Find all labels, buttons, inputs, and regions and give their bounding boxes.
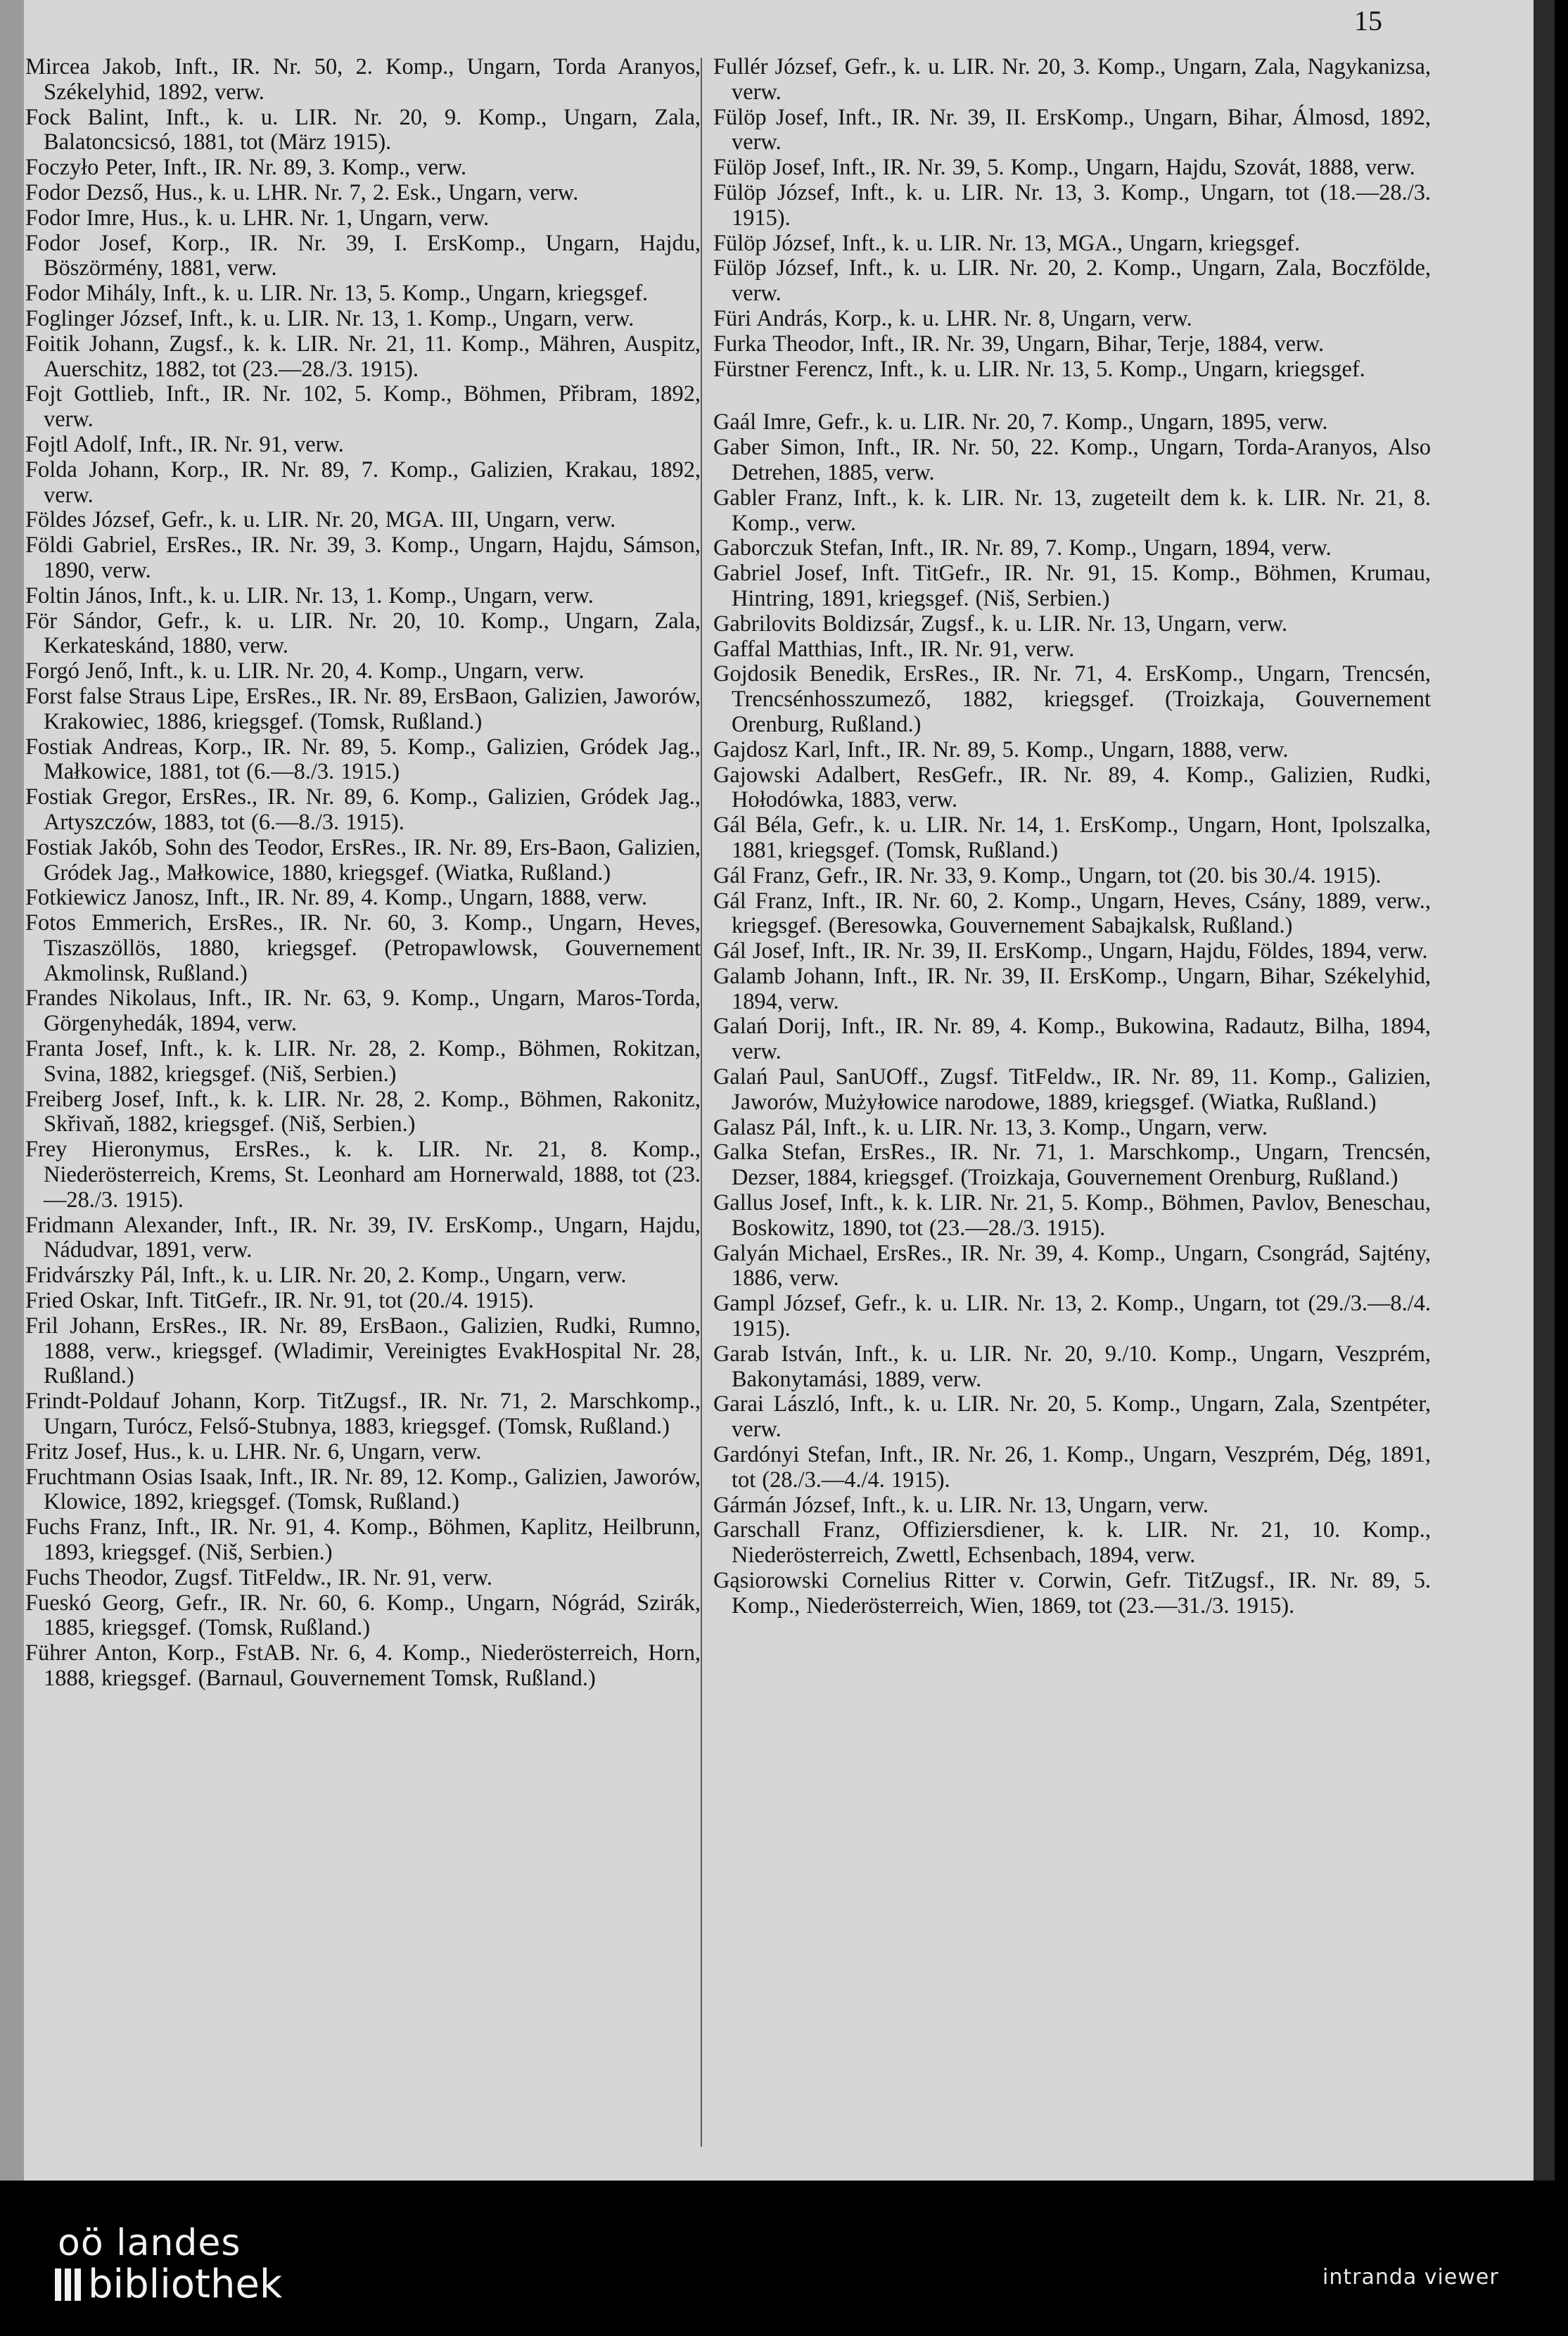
section-gap (713, 382, 1431, 410)
casualty-entry: Fülöp Josef, Inft., IR. Nr. 39, 5. Komp., Ungarn, Hajdu, Szovát, 1888, verw. (713, 155, 1415, 181)
casualty-entry: Folda Johann, Korp., IR. Nr. 89, 7. Komp., Galizien, Krakau, 1892, verw. (25, 457, 701, 508)
casualty-entry: Fodor Imre, Hus., k. u. LHR. Nr. 1, Ungarn, verw. (25, 205, 490, 231)
casualty-entry: Frey Hieronymus, ErsRes., k. k. LIR. Nr. 21, 8. Komp., Niederösterreich, Krems, St. Leonhard am Hornerwald, 1888, tot (23.—28./3. 1915). (25, 1137, 701, 1213)
casualty-entry: Galań Dorij, Inft., IR. Nr. 89, 4. Komp., Bukowina, Radautz, Bilha, 1894, verw. (713, 1014, 1431, 1065)
casualty-entry: Foltin János, Inft., k. u. LIR. Nr. 13, 1. Komp., Ungarn, verw. (25, 582, 594, 608)
casualty-entry: Garschall Franz, Offiziersdiener, k. k. LIR. Nr. 21, 10. Komp., Niederösterreich, Zwettl, Echsenbach, 1894, verw. (713, 1517, 1431, 1569)
casualty-entry: Fuchs Theodor, Zugsf. TitFeldw., IR. Nr. 91, verw. (25, 1564, 493, 1590)
casualty-entry: Fülöp József, Inft., k. u. LIR. Nr. 13, MGA., Ungarn, kriegsgef. (713, 230, 1301, 256)
logo-bars-icon (55, 2268, 81, 2301)
logo-wordmark: bibliothek (88, 2261, 283, 2307)
casualty-entry: Gabrilovits Boldizsár, Zugsf., k. u. LIR. Nr. 13, Ungarn, verw. (713, 611, 1288, 637)
casualty-entry: Fueskó Georg, Gefr., IR. Nr. 60, 6. Komp., Ungarn, Nógrád, Szirák, 1885, kriegsgef. (Tomsk, Rußland.) (25, 1590, 701, 1641)
right-column (713, 55, 1431, 1619)
casualty-entry: Földes József, Gefr., k. u. LIR. Nr. 20, MGA. III, Ungarn, verw. (25, 507, 616, 533)
casualty-entry: Fülöp Josef, Inft., IR. Nr. 39, II. ErsKomp., Ungarn, Bihar, Álmosd, 1892, verw. (713, 104, 1431, 155)
casualty-entry: Fullér József, Gefr., k. u. LIR. Nr. 20, 3. Komp., Ungarn, Zala, Nagykanizsa, verw. (713, 54, 1431, 105)
casualty-entry: Gabriel Josef, Inft. TitGefr., IR. Nr. 91, 15. Komp., Böhmen, Krumau, Hintring, 1891, kriegsgef. (Niš, Serbien.) (713, 561, 1431, 611)
casualty-entry: Gabler Franz, Inft., k. k. LIR. Nr. 13, zugeteilt dem k. k. LIR. Nr. 21, 8. Komp., verw. (713, 485, 1431, 536)
casualty-entry: Franta Josef, Inft., k. k. LIR. Nr. 28, 2. Komp., Böhmen, Rokitzan, Svina, 1882, kriegsgef. (Niš, Serbien.) (25, 1036, 701, 1087)
casualty-entry: Gál Josef, Inft., IR. Nr. 39, II. ErsKomp., Ungarn, Hajdu, Földes, 1894, verw. (713, 938, 1428, 964)
casualty-entry: Frandes Nikolaus, Inft., IR. Nr. 63, 9. Komp., Ungarn, Maros-Torda, Görgenyhedák, 1894, verw. (25, 985, 701, 1037)
casualty-entry: Gampl József, Gefr., k. u. LIR. Nr. 13, 2. Komp., Ungarn, tot (29./3.—8./4. 1915). (713, 1291, 1431, 1342)
casualty-entry: Gál Franz, Inft., IR. Nr. 60, 2. Komp., Ungarn, Heves, Csány, 1889, verw., kriegsgef. (Beresowka, Gouvernement Sabajkalsk, Rußland.) (713, 888, 1431, 939)
casualty-entry: Gaber Simon, Inft., IR. Nr. 50, 22. Komp., Ungarn, Torda-Aranyos, Also Detrehen, 1885, verw. (713, 435, 1431, 485)
casualty-entry: Fojtl Adolf, Inft., IR. Nr. 91, verw. (25, 431, 344, 457)
casualty-entry: Fostiak Gregor, ErsRes., IR. Nr. 89, 6. Komp., Galizien, Gródek Jag., Artyszczów, 1883, tot (6.—8./3. 1915). (25, 784, 701, 835)
casualty-entry: Gojdosik Benedik, ErsRes., IR. Nr. 71, 4. ErsKomp., Ungarn, Trencsén, Trencsénhosszumező, 1882, kriegsgef. (Troizkaja, Gouvernement Orenburg, Rußland.) (713, 661, 1431, 737)
casualty-entry: Fotos Emmerich, ErsRes., IR. Nr. 60, 3. Komp., Ungarn, Heves, Tiszaszöllös, 1880, kriegsgef. (Petropawlowsk, Gouvernement Akmolinsk, Rußland.) (25, 910, 701, 986)
casualty-entry: Gaffal Matthias, Inft., IR. Nr. 91, verw. (713, 636, 1075, 662)
casualty-entry: Galań Paul, SanUOff., Zugsf. TitFeldw., IR. Nr. 89, 11. Komp., Galizien, Jaworów, Mużyłowice narodowe, 1889, kriegsgef. (Wiatka, Rußland.) (713, 1064, 1431, 1115)
casualty-entry: Foitik Johann, Zugsf., k. k. LIR. Nr. 21, 11. Komp., Mähren, Auspitz, Auerschitz, 1882, tot (23.—28./3. 1915). (25, 331, 701, 382)
column-divider (701, 58, 702, 2147)
casualty-entry: Gál Béla, Gefr., k. u. LIR. Nr. 14, 1. ErsKomp., Ungarn, Hont, Ipolszalka, 1881, kriegsgef. (Tomsk, Rußland.) (713, 812, 1431, 863)
left-column (25, 55, 701, 1692)
casualty-entry: Fodor Dezső, Hus., k. u. LHR. Nr. 7, 2. Esk., Ungarn, verw. (25, 179, 579, 205)
casualty-entry: Gajowski Adalbert, ResGefr., IR. Nr. 89, 4. Komp., Galizien, Rudki, Hołodówka, 1883, verw. (713, 762, 1431, 813)
casualty-entry: Fostiak Andreas, Korp., IR. Nr. 89, 5. Komp., Galizien, Gródek Jag., Małkowice, 1881, tot (6.—8./3. 1915.) (25, 734, 701, 785)
casualty-entry: Fodor Mihály, Inft., k. u. LIR. Nr. 13, 5. Komp., Ungarn, kriegsgef. (25, 281, 649, 307)
casualty-entry: Földi Gabriel, ErsRes., IR. Nr. 39, 3. Komp., Ungarn, Hajdu, Sámson, 1890, verw. (25, 532, 701, 583)
casualty-entry: Gąsiorowski Cornelius Ritter v. Corwin, Gefr. TitZugsf., IR. Nr. 89, 5. Komp., Niederösterreich, Wien, 1869, tot (23.—31./3. 1915). (713, 1568, 1431, 1619)
casualty-entry: Galasz Pál, Inft., k. u. LIR. Nr. 13, 3. Komp., Ungarn, verw. (713, 1114, 1268, 1140)
casualty-entry: Foczyło Peter, Inft., IR. Nr. 89, 3. Komp., verw. (25, 155, 467, 181)
casualty-entry: Fülöp József, Inft., k. u. LIR. Nr. 13, 3. Komp., Ungarn, tot (18.—28./3. 1915). (713, 179, 1431, 231)
casualty-entry: Fruchtmann Osias Isaak, Inft., IR. Nr. 89, 12. Komp., Galizien, Jaworów, Klowice, 1892, kriegsgef. (Tomsk, Rußland.) (25, 1464, 701, 1515)
casualty-entry: Freiberg Josef, Inft., k. k. LIR. Nr. 28, 2. Komp., Böhmen, Rakonitz, Skřivaň, 1882, kriegsgef. (Niš, Serbien.) (25, 1086, 701, 1137)
casualty-entry: Gaál Imre, Gefr., k. u. LIR. Nr. 20, 7. Komp., Ungarn, 1895, verw. (713, 409, 1328, 435)
casualty-entry: Fülöp József, Inft., k. u. LIR. Nr. 20, 2. Komp., Ungarn, Zala, Boczfölde, verw. (713, 255, 1431, 307)
casualty-entry: Gaborczuk Stefan, Inft., IR. Nr. 89, 7. Komp., Ungarn, 1894, verw. (713, 535, 1332, 561)
page-number: 15 (1354, 5, 1382, 37)
casualty-entry: Fock Balint, Inft., k. u. LIR. Nr. 20, 9. Komp., Ungarn, Zala, Balatoncsicsó, 1881, tot (März 1915). (25, 104, 701, 155)
casualty-entry: Fürstner Ferencz, Inft., k. u. LIR. Nr. 13, 5. Komp., Ungarn, kriegsgef. (713, 356, 1365, 382)
casualty-entry: För Sándor, Gefr., k. u. LIR. Nr. 20, 10. Komp., Ungarn, Zala, Kerkateskánd, 1880, verw. (25, 608, 701, 659)
casualty-entry: Forgó Jenő, Inft., k. u. LIR. Nr. 20, 4. Komp., Ungarn, verw. (25, 658, 585, 684)
casualty-entry: Gál Franz, Gefr., IR. Nr. 33, 9. Komp., Ungarn, tot (20. bis 30./4. 1915). (713, 862, 1382, 888)
casualty-entry: Furka Theodor, Inft., IR. Nr. 39, Ungarn, Bihar, Terje, 1884, verw. (713, 331, 1325, 357)
casualty-entry: Gardónyi Stefan, Inft., IR. Nr. 26, 1. Komp., Ungarn, Veszprém, Dég, 1891, tot (28./3.—4./4. 1915). (713, 1442, 1431, 1493)
casualty-entry: Gármán József, Inft., k. u. LIR. Nr. 13, Ungarn, verw. (713, 1492, 1209, 1518)
casualty-entry: Garai László, Inft., k. u. LIR. Nr. 20, 5. Komp., Ungarn, Zala, Szentpéter, verw. (713, 1391, 1431, 1443)
casualty-entry: Frindt-Poldauf Johann, Korp. TitZugsf., IR. Nr. 71, 2. Marschkomp., Ungarn, Turócz, Felső-Stubnya, 1883, kriegsgef. (Tomsk, Rußland.) (25, 1389, 701, 1440)
casualty-entry: Garab István, Inft., k. u. LIR. Nr. 20, 9./10. Komp., Ungarn, Veszprém, Bakonytamási, 1889, verw. (713, 1341, 1431, 1392)
viewer-brand-label[interactable]: intranda viewer (1322, 2265, 1499, 2290)
casualty-entry: Foglinger József, Inft., k. u. LIR. Nr. 13, 1. Komp., Ungarn, verw. (25, 305, 635, 331)
casualty-entry: Fojt Gottlieb, Inft., IR. Nr. 102, 5. Komp., Böhmen, Přibram, 1892, verw. (25, 381, 701, 433)
logo-text-bottom (55, 2261, 283, 2307)
casualty-entry: Fril Johann, ErsRes., IR. Nr. 89, ErsBaon., Galizien, Rudki, Rumno, 1888, verw., kriegsgef. (Wladimir, Vereinigtes EvakHospital Nr. 28, Rußland.) (25, 1313, 701, 1389)
casualty-entry: Fridmann Alexander, Inft., IR. Nr. 39, IV. ErsKomp., Ungarn, Hajdu, Nádudvar, 1891, verw. (25, 1212, 701, 1263)
casualty-entry: Gallus Josef, Inft., k. k. LIR. Nr. 21, 5. Komp., Böhmen, Pavlov, Beneschau, Boskowitz, 1890, tot (23.—28./3. 1915). (713, 1190, 1431, 1241)
casualty-entry: Fostiak Jakób, Sohn des Teodor, ErsRes., IR. Nr. 89, Ers-Baon, Galizien, Gródek Jag., Małkowice, 1880, kriegsgef. (Wiatka, Rußland.) (25, 834, 701, 886)
casualty-entry: Fridvárszky Pál, Inft., k. u. LIR. Nr. 20, 2. Komp., Ungarn, verw. (25, 1263, 627, 1289)
casualty-entry: Füri András, Korp., k. u. LHR. Nr. 8, Ungarn, verw. (713, 305, 1192, 331)
casualty-entry: Forst false Straus Lipe, ErsRes., IR. Nr. 89, ErsBaon, Galizien, Jaworów, Krakowiec, 1886, kriegsgef. (Tomsk, Rußland.) (25, 683, 701, 734)
casualty-entry: Mircea Jakob, Inft., IR. Nr. 50, 2. Komp., Ungarn, Torda Aranyos, Székelyhid, 1892, verw. (25, 54, 701, 105)
casualty-entry: Führer Anton, Korp., FstAB. Nr. 6, 4. Komp., Niederösterreich, Horn, 1888, kriegsgef. (Barnaul, Gouvernement Tomsk, Rußland.) (25, 1640, 701, 1691)
casualty-entry: Fuchs Franz, Inft., IR. Nr. 91, 4. Komp., Böhmen, Kaplitz, Heilbrunn, 1893, kriegsgef. (Niš, Serbien.) (25, 1514, 701, 1566)
casualty-entry: Galamb Johann, Inft., IR. Nr. 39, II. ErsKomp., Ungarn, Bihar, Székelyhid, 1894, verw. (713, 963, 1431, 1014)
casualty-entry: Fodor Josef, Korp., IR. Nr. 39, I. ErsKomp., Ungarn, Hajdu, Böszörmény, 1881, verw. (25, 230, 701, 281)
casualty-entry: Galyán Michael, ErsRes., IR. Nr. 39, 4. Komp., Ungarn, Csongrád, Sajtény, 1886, verw. (713, 1240, 1431, 1291)
casualty-entry: Fritz Josef, Hus., k. u. LHR. Nr. 6, Ungarn, verw. (25, 1438, 482, 1464)
casualty-entry: Fried Oskar, Inft. TitGefr., IR. Nr. 91, tot (20./4. 1915). (25, 1288, 534, 1314)
casualty-entry: Galka Stefan, ErsRes., IR. Nr. 71, 1. Marschkomp., Ungarn, Trencsén, Dezser, 1884, kriegsgef. (Troizkaja, Gouvernement Orenburg, Rußland.) (713, 1140, 1431, 1191)
casualty-entry: Fotkiewicz Janosz, Inft., IR. Nr. 89, 4. Komp., Ungarn, 1888, verw. (25, 885, 648, 911)
logo-text-top: oö landes (58, 2222, 241, 2264)
page-outer-edge (1534, 0, 1555, 2181)
casualty-entry: Gajdosz Karl, Inft., IR. Nr. 89, 5. Komp., Ungarn, 1888, verw. (713, 736, 1289, 762)
page-binding-edge (0, 0, 24, 2181)
library-logo[interactable] (55, 2223, 282, 2306)
